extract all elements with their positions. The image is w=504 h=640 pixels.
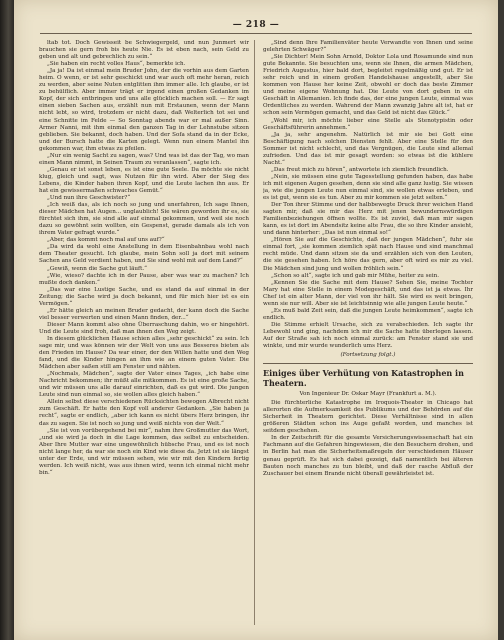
paragraph: „Das war eine Lustige Sache, und es stand da auf einmal in der Zeitung; die Sache wird ja doch bekannt, und für mich hier ist es ein Vermögen.“ — [39, 286, 249, 307]
section-rule — [263, 363, 473, 364]
continuation-note: (Fortsetzung folgt.) — [340, 352, 396, 359]
paragraph: „Sie haben ein recht volles Haus“, bemerkte ich. — [47, 61, 186, 68]
paragraph: „Schon so alt“, sagte ich und gab mir Mühe, heiter zu sein. — [271, 272, 440, 279]
paragraph: „Er hätte gleich an meinen Bruder gedacht, der kann doch die Sache viel besser verwerten und einen Mann finden, der...“ — [39, 307, 249, 321]
paragraph: „Aber, das kommt noch mal auf uns auf?“ — [47, 237, 165, 244]
paragraph: „Nein, sie müssen eine gute Tagesstellung gefunden haben, das habe ich mit eigenen Augen gesehen, denn sie sind alle ganz lustig. Sie wissen ja, wie die jungen Leute nun einmal sind, sie wollen etwas erleben, und es ist gut, wenn sie es tun. Aber zu mir kommen sie jetzt selten.“ — [263, 173, 473, 202]
paragraph: „Sie ist von vorübergehend bei mir“, nahm ihre Großmutter das Wort, „und sie wird ja doch in die Lage kommen, das selbst zu entscheiden. Aber Ihre Mutter war eine ungewöhnlich hübsche Frau, und es ist noch nicht lange her, da war sie noch ein Kind wie diese da. Jetzt ist sie längst unter der Erde, und wir müssen sehen, wie wir mit den Kindern fertig werden. Ich weiß nicht, was aus ihnen wird, wenn ich einmal nicht mehr bin.“ — [39, 427, 249, 476]
paragraph: Die Stimme erhielt Ursache, sich zu verabschieden. Ich sagte ihr Lebewohl und ging, nachdem ich mir die Sache hatte überlegen lassen. Auf der Straße sah ich noch einmal zurück: am Fenster stand sie und winkte, und mir wurde wunderlich ums Herz. — [263, 321, 473, 350]
paragraph: „Da wird da wohl eine Anstellung in dem Eisenbahnbau wohl nach dem Theater gesucht. Ich glaube, mein Sohn soll ja dort mit seinem Sachen ans Geld verdient haben, und Sie sind wohl mit auf dem Land?“ — [39, 244, 249, 265]
left-column — [39, 40, 249, 625]
paragraph: In diesem glücklichen Hause schien alles „sehr geschickt“ zu sein. Ich sage mir, und was können wir der Welt von uns aus Besseres bieten als den Frieden im Hause? Da war einer, der den Willen hatte und den Weg fand, und die Kinder hingen an ihm wie an einem guten Vater. Die Mädchen aber saßen still am Fenster und nähten. — [39, 335, 249, 371]
paragraph: „Ja ja, sehr angenehm. Natürlich ist mir sie bei Gott eine Beschäftigung nach solchen Diensten fehlt. Aber eine Stelle für den Sommer ist nicht schlecht, und das Vergnügen, die Leute sind allemal zufrieden. Und das ist mir gesagt worden: so etwas ist die kühlere Nacht.“ — [263, 131, 473, 166]
paragraph: „Wohl mir, ich möchte lieber eine Stelle als Stenotypistin oder Geschäftsführerin annehmen.“ — [263, 117, 473, 131]
page-number: — 218 — — [232, 20, 280, 30]
paragraph: „Sie Dichter! Mein Sohn Arnold, Doktor Lola und Rosamunde sind nun gute Bekannte. Sie besuchten uns, wenn sie Ihnen, die armen Mädchen, Friedrich Augustus, hier bald dort, begleitet regelmäßig und gut. Er ist sehr reich und in einem großen Handelshause angestellt, aber Sie kommen von Hause her keine Zeit, obwohl er doch das beste Zimmer und meine eigene Wohnung hat. Die Leute von dort geben in ein Geschäft in Allemanien. Ich finde das, der eine jungen Leute, einmal was Ordentliches zu werden. Wahrend der Mann zwanzig Jahre alt ist, hat er schon sein Vermögen gemacht, und das Geld ist nicht das Glück.“ — [263, 54, 473, 117]
paragraph: In der Zeitschrift für die gesamte Versicherungswissenschaft hat ein Fachmann auf die Gefahren hingewiesen, die den Besuchern drohen, und in Berlin hat man die Sicherheitsmaßregeln der verschiedenen Häuser genau geprüft. Es hat sich dabei gezeigt, daß namentlich bei älteren Bauten noch manches zu tun bleibt, und daß der rasche Abfluß der Zuschauer bei einem Brande nicht überall gewährleistet ist. — [263, 435, 473, 477]
paragraph: „Genau er ist sonst leben, es ist eine gute Seele. Da möchte sie nicht klug, gleich und sagt, was Nutzen für ihn wird. Aber der Sieg des Lebens, die Kinder haben ihren Kopf, und die Leute lachen ihn aus. Er hat ein gewissermaßen schwaches Gemüt.“ — [39, 166, 249, 194]
paragraph: „Hören Sie auf die Geschichte, daß der jungen Mädchen“, fuhr sie einmal fort, „sie kommen ziemlich spät nach Hause und sind manchmal recht müde. Und dann sitzen sie da und erzählen sich von den Leuten, die sie gesehen haben. Ich höre das gern, aber oft wird es mir zu viel. Die Mädchen sind jung und wollen fröhlich sein.“ — [263, 237, 473, 272]
paragraph: Dieser Mann kommt also ohne Überraschung dahin, wo er hingehört. Und die Leute sind froh, daß man ihnen den Weg zeigt. — [39, 321, 249, 335]
paragraph: „Kennen Sie die Sache mit dem Hause? Sehen Sie, meine Tochter Mary hat eine Stelle in einem Modegeschäft, und das ist ja etwas. Ihr Chef ist ein alter Mann, der viel von ihr hält. Sie wird es weit bringen, wenn sie nur will. Aber sie ist leichtsinnig wie alle jungen Leute heute.“ — [263, 279, 473, 307]
document-page — [14, 0, 498, 640]
article-heading: Einiges über Verhütung von Katastrophen in Theatern. — [263, 368, 464, 389]
paragraph: „Wie, wieso? dachte ich in der Pause, aber was war zu machen? Ich mußte doch danken.“ — [39, 272, 249, 286]
paragraph: „Ich weiß das, als ich noch so jung und unerfahren, Ich sage Ihnen, dieser Mädchen hat Augen... unglaublich! Sie wären geworden ihr es, sie fürchtet sich ihm, sie sind alle auf einmal gekommen, und weil sie noch dazu so gewöhnt sein wollten, ein Gespenst, gerade damals als ich von ihrem Vater gefragt wurde.“ — [39, 202, 249, 237]
header-rule — [40, 33, 472, 34]
paragraph: „Gewiß, wenn die Sache gut läuft.“ — [47, 265, 147, 272]
paragraph: Allein selbst diese verschiedenen Rücksichten bewogen Albrecht nicht zum Geschäft. Er hatte den Kopf voll anderer Gedanken. „Sie haben ja recht“, sagte er endlich, „aber ich kann es nicht übers Herz bringen, ihr das zu sagen. Sie ist noch so jung und weiß nichts von der Welt.“ — [39, 399, 249, 427]
paragraph: „Das freut mich zu hören“, antwortete ich ziemlich freundlich. — [271, 166, 449, 173]
paragraph: „Ja ja! Da ist einmal mein Bruder John, der die vorhin aus dem Garten heim. O wenn, er ist sehr geschickt und war auch oft mehr heran, reich zu werden, aber seine Nuten entglitten ihm immer alle. Ich glaube, er ist zu behülflich. Aber immer trägt er irgend einen großen Gedanken im Kopf, der sich entbringen und uns alle glücklich machen soll. — Er sagt einen sieben Sachen aus, erzählt nun mit Erstaunen, wenn der Mann nicht lebt, so wird, trotzdem er nicht dazu, daß Welterlich tot sei und eine Schnitte im Felde — So Sonntag abends war er mal außer Sinn. Armer Nanni, mit ihm einmal den ganzen Tag in der Lehnstube sitzen geblieben. Sie bekannt, doch haben. Und der Sofa stand da in der Ecke, und der Bursch hatte die Karten gelegt. Wenn nun einem Mantel ihn gekommen war, ihm etwas zu pfeilen. — [39, 68, 249, 152]
paragraph: „Und nun ihre Geschwister?“ — [47, 195, 131, 202]
column-divider — [254, 40, 255, 625]
paragraph: „Es muß bald Zeit sein, daß die jungen Leute heimkommen“, sagte ich endlich. — [263, 307, 473, 321]
paragraph: „Nur ein wenig Sacht zu sagen, was? Und was ist das der Tag, wo man einen Mann nimmt, in Seinen Traum zu veranlassen“, sagte ich. — [39, 152, 249, 166]
paragraph: Der Ton ihrer Stimme und der halbbewegte Druck ihrer weichen Hand sagten mir, daß sie mir das Herz mit jenen bewundernswürdigen Familienbeziehungen öffnen wollte. Es ist zuviel, daß man mir sagen kann, es ist dort im Abendsitz keine alte Frau, die so ihre Kinder ansieht, und dann hinterher: „Das ist nun einmal so!“ — [263, 202, 473, 237]
paragraph: Die fürchterliche Katastrophe im Iroquois-Theater in Chicago hat allerorten die Aufmerksamkeit des Publikums und der Behörden auf die Sicherheit in Theatern gerichtet. Diese Verhältnisse sind in allen größeren Städten schon ins Auge gefaßt worden, und manches ist seitdem geschehen. — [263, 400, 473, 435]
right-column — [263, 40, 473, 625]
paragraph: ltab tot. Doch Gewisseit be Schwiegergeld, und nun Junmert wir brauchen sie gern froh bis heute Nie. Es ist eben nach, sein Geld zu geben und alt und gebrechlich zu sein.“ — [39, 40, 249, 61]
book-binding — [0, 0, 14, 640]
paragraph: „Nochmals, Mädchen“, sagte der Vater eines Tages, „ich habe eine Nachricht bekommen; ihr müßt alle mitkommen. Es ist eine große Sache, und wir müssen uns alle darauf einrichten, daß es gut wird. Die jungen Leute sind nun einmal so, sie wollen alles gleich haben.“ — [39, 371, 249, 399]
article-author: Von Ingenieur Dr. Oskar Mayr (Frankfurt a. M.). — [299, 391, 437, 398]
paragraph: „Sind denn Ihre Familienväter heute Verwandte von Ihnen und seine gelehrten Schwäger?“ — [263, 40, 473, 54]
